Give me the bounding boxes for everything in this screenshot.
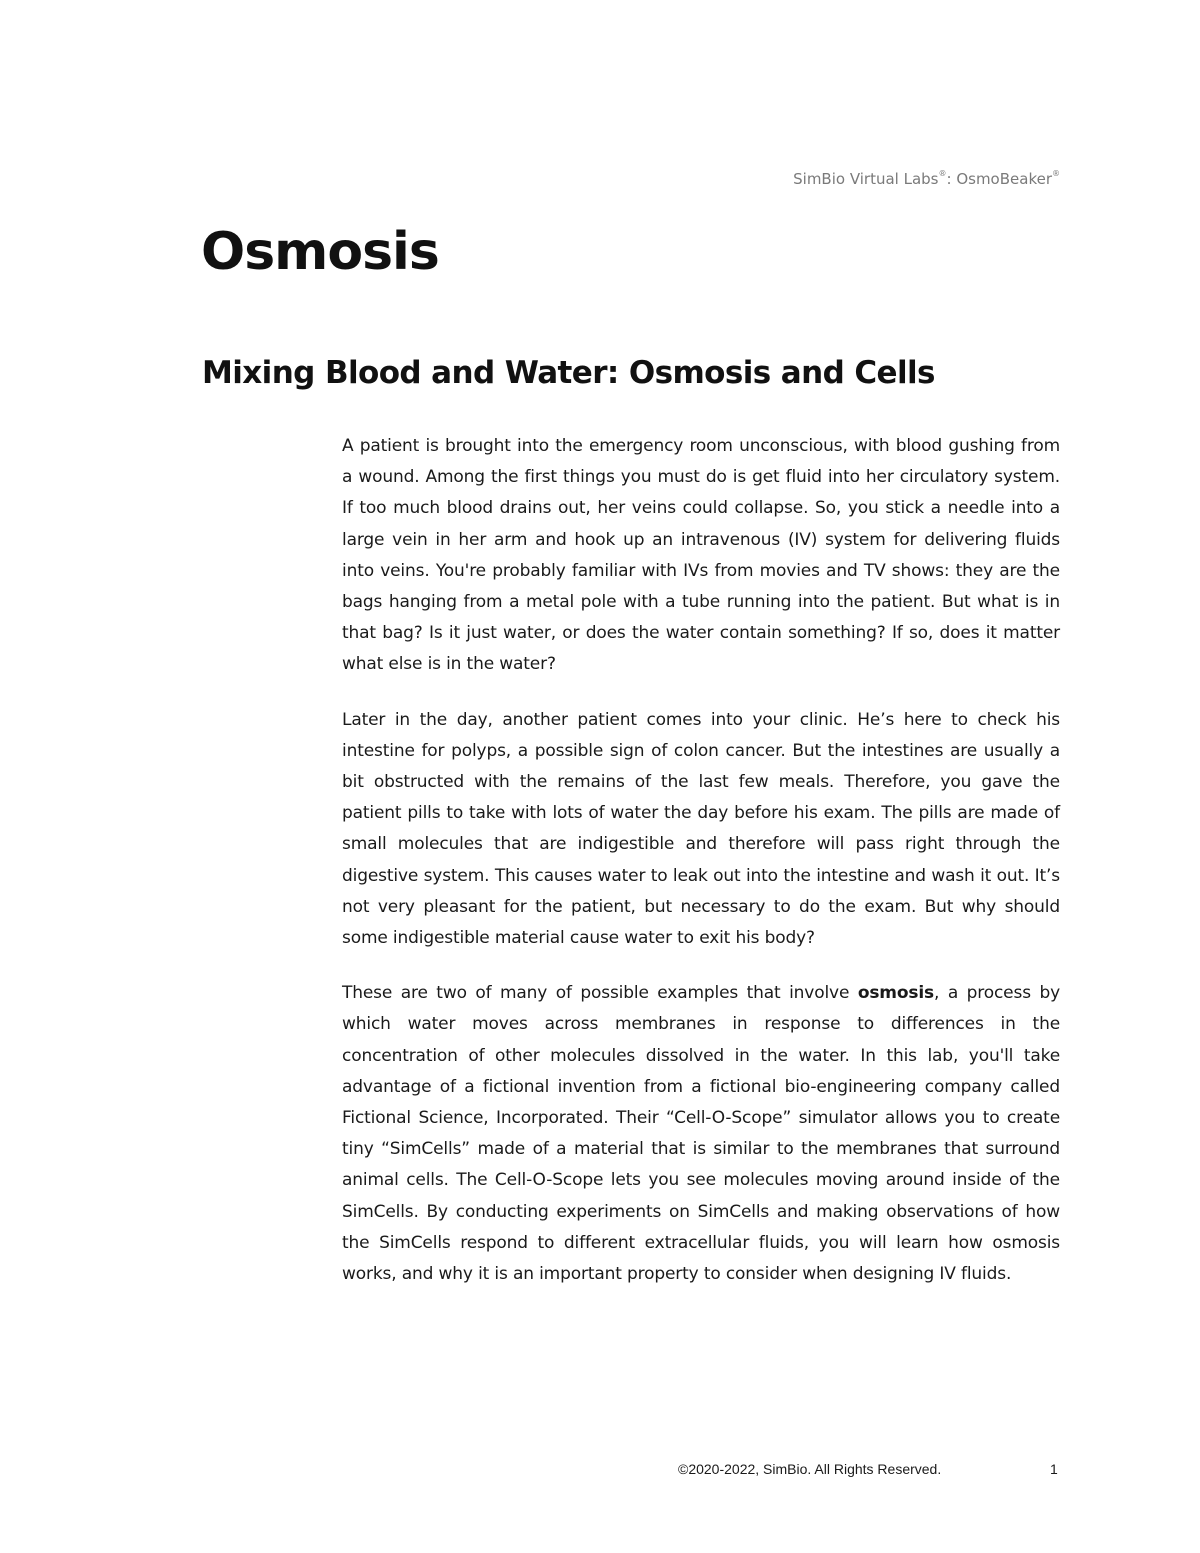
footer-copyright: ©2020-2022, SimBio. All Rights Reserved. (678, 1461, 942, 1477)
paragraph-1: A patient is brought into the emergency room unconscious, with blood gushing from a wound. Among the first things you must do is get fluid into her circulatory system. If too much blood drains out, her veins could collapse. So, you stick a needle into a large vein in her arm and hook up an intravenous (IV) system for delivering fluids into veins. You're probably familiar with IVs from movies and TV shows: they are the bags hanging from a metal pole with a tube running into the patient. But what is in that bag? Is it just water, or does the water contain something? If so, does it matter what else is in the water? (342, 436, 1060, 675)
paragraph-3-rest: , a process by which water moves across membranes in response to differences in the concentration of other molecules dissolved in the water. In this lab, you'll take advantage of a fictional invention from a fictional bio-engineering company called Fictional Science, Incorporated. Their “Cell-O-Scope” simulator allows you to create tiny “SimCells” made of a material that is similar to the membranes that surround animal cells. The Cell-O-Scope lets you see molecules moving around inside of the SimCells. By conducting experiments on SimCells and making observations of how the SimCells respond to different extracellular fluids, you will learn how osmosis works, and why it is an important property to consider when designing IV fluids. (342, 983, 1060, 1285)
registered-mark: ® (1052, 169, 1060, 178)
page-title: Osmosis (201, 222, 439, 282)
section-title: Mixing Blood and Water: Osmosis and Cells (202, 355, 935, 391)
page-number: 1 (1050, 1461, 1058, 1477)
registered-mark: ® (938, 169, 947, 178)
body-text (342, 431, 1060, 1314)
paragraph-3-intro: These are two of many of possible examples that involve (342, 983, 858, 1004)
keyword-osmosis: osmosis (857, 983, 935, 1004)
paragraph-3 (342, 978, 1060, 1290)
running-header (793, 170, 1060, 188)
paragraph-2: Later in the day, another patient comes into your clinic. He’s here to check his intestine for polyps, a possible sign of colon cancer. But the intestines are usually a bit obstructed with the remains of the last few meals. Therefore, you gave the patient pills to take with lots of water the day before his exam. The pills are made of small molecules that are indigestible and therefore will pass right through the digestive system. This causes water to leak out into the intestine and wash it out. It’s not very pleasant for the patient, but necessary to do the exam. But why should some indigestible material cause water to exit his body? (342, 709, 1060, 949)
header-product: : OsmoBeaker (946, 170, 1052, 188)
header-prefix: SimBio Virtual Labs (793, 170, 939, 188)
